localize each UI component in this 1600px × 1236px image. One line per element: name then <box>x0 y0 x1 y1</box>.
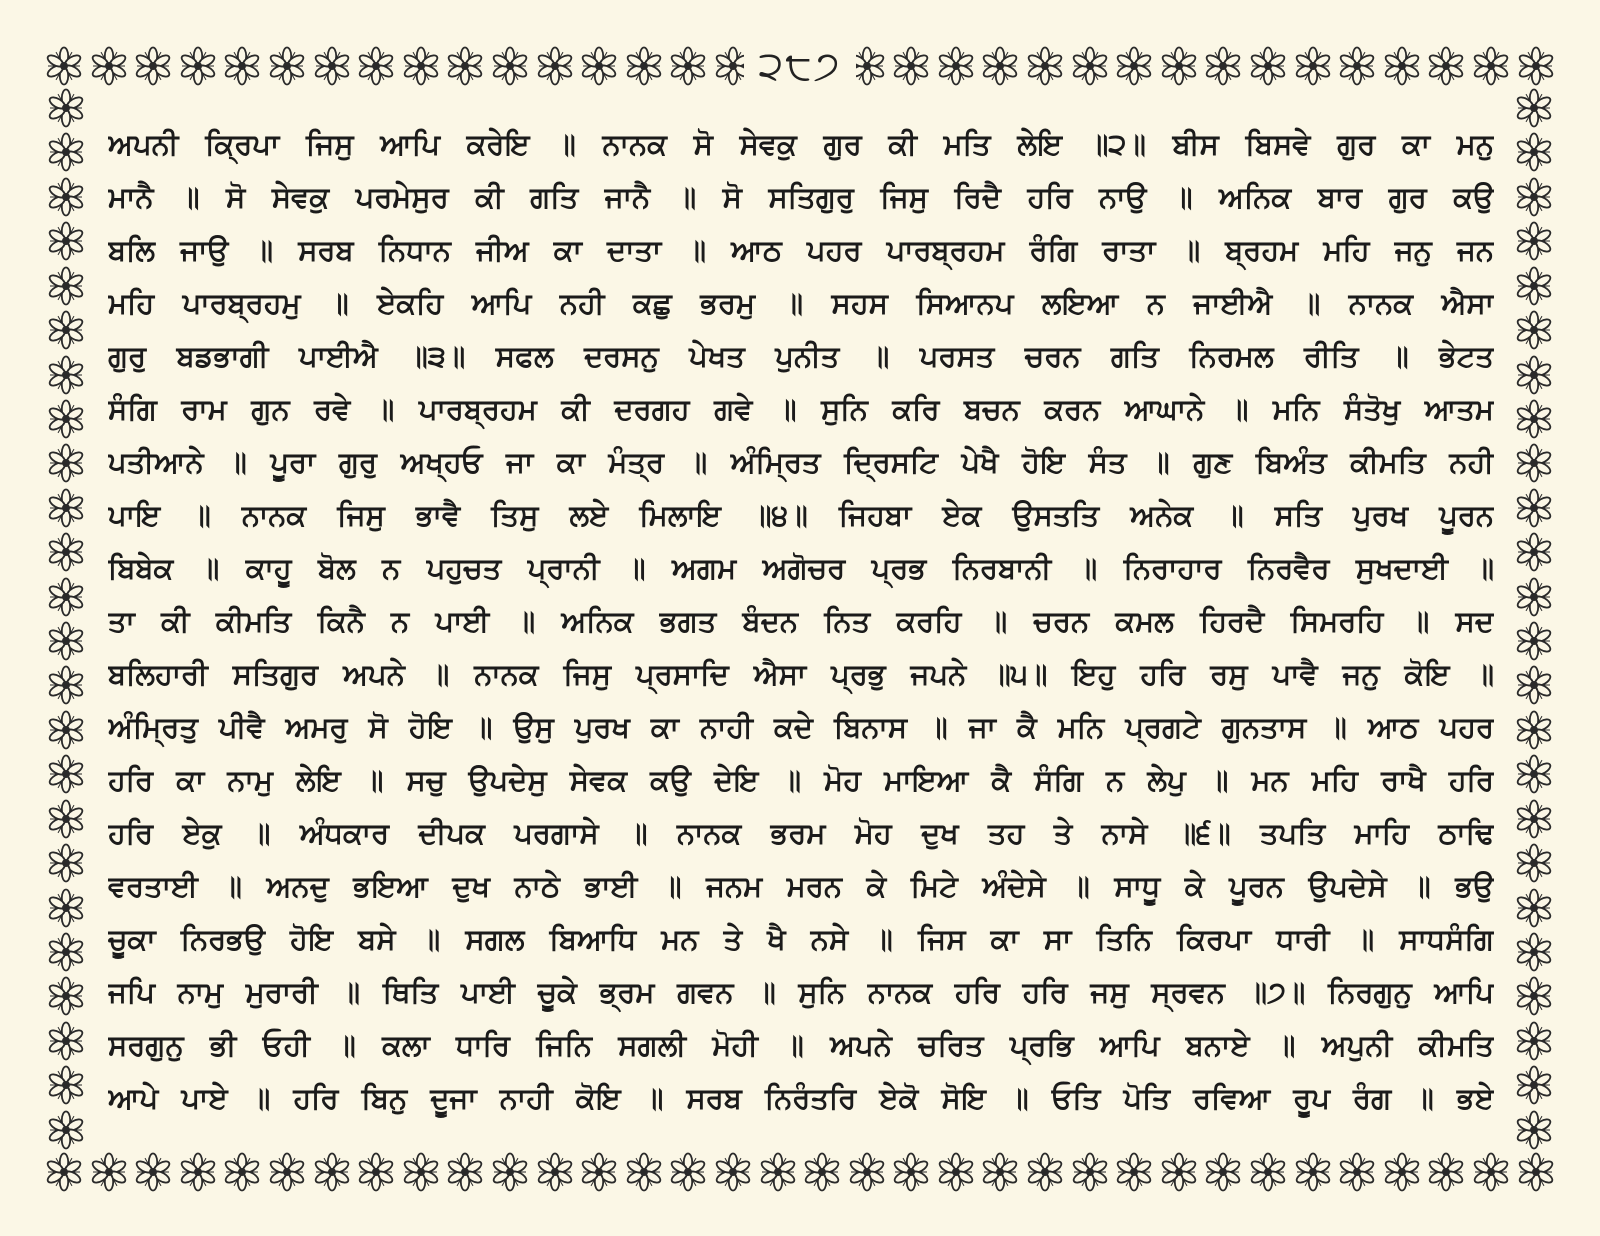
flower-ornament-icon <box>1426 46 1466 86</box>
flower-ornament-icon <box>980 46 1020 86</box>
text-line: ਬਲਿਹਾਰੀ ਸਤਿਗੁਰ ਅਪਨੇ ॥ ਨਾਨਕ ਜਿਸੁ ਪ੍ਰਸਾਦਿ ਐਸਾ ਪ੍ਰਭੁ ਜਪਨੇ ॥੫॥ ਇਹੁ ਹਰਿ ਰਸੁ ਪਾਵੈ ਜਨੁ ਕੋਇ ॥ <box>108 657 1494 691</box>
flower-ornament-icon <box>1516 1152 1556 1192</box>
flower-ornament-icon <box>624 1152 664 1192</box>
flower-ornament-icon <box>1159 46 1199 86</box>
text-line: ਪਤੀਆਨੇ ॥ ਪੂਰਾ ਗੁਰੁ ਅਖ੍ਹਓ ਜਾ ਕਾ ਮੰਤ੍ਰ ॥ ਅੰਮ੍ਰਿਤ ਦ੍ਰਿਸਟਿ ਪੇਖੈ ਹੋਇ ਸੰਤ ॥ ਗੁਣ ਬਿਅੰਤ ਕੀਮਤਿ ਨਹੀ <box>108 445 1494 479</box>
flower-ornament-icon <box>46 488 86 528</box>
text-line: ਪਾਇ ॥ ਨਾਨਕ ਜਿਸੁ ਭਾਵੈ ਤਿਸੁ ਲਏ ਮਿਲਾਇ ॥੪॥ ਜਿਹਬਾ ਏਕ ਉਸਤਤਿ ਅਨੇਕ ॥ ਸਤਿ ਪੁਰਖ ਪੂਰਨ <box>108 498 1494 532</box>
flower-ornament-icon <box>46 1065 86 1105</box>
flower-ornament-icon <box>802 1152 842 1192</box>
flower-ornament-icon <box>46 888 86 928</box>
flower-ornament-icon <box>1471 1152 1511 1192</box>
flower-ornament-icon <box>46 577 86 617</box>
border-bottom <box>44 1150 1556 1194</box>
flower-ornament-icon <box>1514 932 1554 972</box>
text-line: ਵਰਤਾਈ ॥ ਅਨਦੁ ਭਇਆ ਦੁਖ ਨਾਠੇ ਭਾਈ ॥ ਜਨਮ ਮਰਨ ਕੇ ਮਿਟੇ ਅੰਦੇਸੇ ॥ ਸਾਧੂ ਕੇ ਪੂਰਨ ਉਪਦੇਸੇ ॥ ਭਉ <box>108 869 1494 903</box>
flower-ornament-icon <box>46 1110 86 1150</box>
flower-ornament-icon <box>222 46 262 86</box>
flower-ornament-icon <box>1025 1152 1065 1192</box>
flower-ornament-icon <box>222 1152 262 1192</box>
text-line: ਸਰਗੁਨੁ ਭੀ ਓਹੀ ॥ ਕਲਾ ਧਾਰਿ ਜਿਨਿ ਸਗਲੀ ਮੋਹੀ ॥ ਅਪਨੇ ਚਰਿਤ ਪ੍ਰਭਿ ਆਪਿ ਬਨਾਏ ॥ ਅਪੁਨੀ ਕੀਮਤਿ <box>108 1028 1494 1062</box>
flower-ornament-icon <box>1203 46 1243 86</box>
flower-ornament-icon <box>1114 1152 1154 1192</box>
flower-ornament-icon <box>936 1152 976 1192</box>
flower-ornament-icon <box>1514 1110 1554 1150</box>
scripture-text <box>108 118 1494 1118</box>
flower-ornament-icon <box>1159 1152 1199 1192</box>
flower-ornament-icon <box>847 1152 887 1192</box>
flower-ornament-icon <box>1514 665 1554 705</box>
flower-ornament-icon <box>1514 888 1554 928</box>
flower-ornament-icon <box>46 754 86 794</box>
flower-ornament-icon <box>1514 88 1554 128</box>
flower-ornament-icon <box>445 46 485 86</box>
flower-ornament-icon <box>1337 46 1377 86</box>
text-line: ਮਾਨੈ ॥ ਸੋ ਸੇਵਕੁ ਪਰਮੇਸੁਰ ਕੀ ਗਤਿ ਜਾਨੈ ॥ ਸੋ ਸਤਿਗੁਰੁ ਜਿਸੁ ਰਿਦੈ ਹਰਿ ਨਾਉ ॥ ਅਨਿਕ ਬਾਰ ਗੁਰ ਕਉ <box>108 180 1494 214</box>
flower-ornament-icon <box>1514 976 1554 1016</box>
flower-ornament-icon <box>1293 46 1333 86</box>
flower-ornament-icon <box>579 46 619 86</box>
flower-ornament-icon <box>46 1021 86 1061</box>
text-line: ਮਹਿ ਪਾਰਬ੍ਰਹਮੁ ॥ ਏਕਹਿ ਆਪਿ ਨਹੀ ਕਛੁ ਭਰਮੁ ॥ ਸਹਸ ਸਿਆਨਪ ਲਇਆ ਨ ਜਾਈਐ ॥ ਨਾਨਕ ਐਸਾ <box>108 286 1494 320</box>
flower-ornament-icon <box>1514 266 1554 306</box>
flower-ornament-icon <box>46 266 86 306</box>
page-number: ੨੮੭ <box>744 42 856 90</box>
text-line: ਹਰਿ ਏਕੁ ॥ ਅੰਧਕਾਰ ਦੀਪਕ ਪਰਗਾਸੇ ॥ ਨਾਨਕ ਭਰਮ ਮੋਹ ਦੁਖ ਤਹ ਤੇ ਨਾਸੇ ॥੬॥ ਤਪਤਿ ਮਾਹਿ ਠਾਢਿ <box>108 816 1494 850</box>
flower-ornament-icon <box>1514 1065 1554 1105</box>
flower-ornament-icon <box>1514 221 1554 261</box>
flower-ornament-icon <box>46 399 86 439</box>
flower-ornament-icon <box>490 46 530 86</box>
flower-ornament-icon <box>1514 621 1554 661</box>
text-line: ਬਲਿ ਜਾਉ ॥ ਸਰਬ ਨਿਧਾਨ ਜੀਅ ਕਾ ਦਾਤਾ ॥ ਆਠ ਪਹਰ ਪਾਰਬ੍ਰਹਮ ਰੰਗਿ ਰਾਤਾ ॥ ਬ੍ਰਹਮ ਮਹਿ ਜਨੁ ਜਨ <box>108 233 1494 267</box>
flower-ornament-icon <box>46 710 86 750</box>
flower-ornament-icon <box>46 88 86 128</box>
flower-ornament-icon <box>178 46 218 86</box>
flower-ornament-icon <box>1025 46 1065 86</box>
flower-ornament-icon <box>356 1152 396 1192</box>
flower-ornament-icon <box>1203 1152 1243 1192</box>
flower-ornament-icon <box>44 1152 84 1192</box>
text-line: ਆਪੇ ਪਾਏ ॥ ਹਰਿ ਬਿਨੁ ਦੂਜਾ ਨਾਹੀ ਕੋਇ ॥ ਸਰਬ ਨਿਰੰਤਰਿ ਏਕੋ ਸੋਇ ॥ ਓਤਿ ਪੋਤਿ ਰਵਿਆ ਰੂਪ ਰੰਗ ॥ ਭਏ <box>108 1081 1494 1115</box>
flower-ornament-icon <box>579 1152 619 1192</box>
flower-ornament-icon <box>267 1152 307 1192</box>
flower-ornament-icon <box>535 46 575 86</box>
flower-ornament-icon <box>1382 46 1422 86</box>
flower-ornament-icon <box>445 1152 485 1192</box>
flower-ornament-icon <box>535 1152 575 1192</box>
flower-ornament-icon <box>891 46 931 86</box>
flower-ornament-icon <box>1514 177 1554 217</box>
flower-ornament-icon <box>46 976 86 1016</box>
flower-ornament-icon <box>1516 46 1556 86</box>
flower-ornament-icon <box>1514 443 1554 483</box>
flower-ornament-icon <box>1514 399 1554 439</box>
text-line: ਬਿਬੇਕ ॥ ਕਾਹੂ ਬੋਲ ਨ ਪਹੁਚਤ ਪ੍ਰਾਨੀ ॥ ਅਗਮ ਅਗੋਚਰ ਪ੍ਰਭ ਨਿਰਬਾਨੀ ॥ ਨਿਰਾਹਾਰ ਨਿਰਵੈਰ ਸੁਖਦਾਈ ॥ <box>108 551 1494 585</box>
flower-ornament-icon <box>46 310 86 350</box>
flower-ornament-icon <box>46 665 86 705</box>
text-line: ਤਾ ਕੀ ਕੀਮਤਿ ਕਿਨੈ ਨ ਪਾਈ ॥ ਅਨਿਕ ਭਗਤ ਬੰਦਨ ਨਿਤ ਕਰਹਿ ॥ ਚਰਨ ਕਮਲ ਹਿਰਦੈ ਸਿਮਰਹਿ ॥ ਸਦ <box>108 604 1494 638</box>
flower-ornament-icon <box>1248 1152 1288 1192</box>
flower-ornament-icon <box>46 443 86 483</box>
border-right <box>1512 88 1556 1150</box>
flower-ornament-icon <box>1514 843 1554 883</box>
flower-ornament-icon <box>356 46 396 86</box>
flower-ornament-icon <box>89 46 129 86</box>
flower-ornament-icon <box>401 1152 441 1192</box>
flower-ornament-icon <box>668 1152 708 1192</box>
flower-ornament-icon <box>1514 132 1554 172</box>
flower-ornament-icon <box>713 1152 753 1192</box>
flower-ornament-icon <box>312 1152 352 1192</box>
flower-ornament-icon <box>1514 799 1554 839</box>
flower-ornament-icon <box>46 132 86 172</box>
text-line: ਹਰਿ ਕਾ ਨਾਮੁ ਲੇਇ ॥ ਸਚੁ ਉਪਦੇਸੁ ਸੇਵਕ ਕਉ ਦੇਇ ॥ ਮੋਹ ਮਾਇਆ ਕੈ ਸੰਗਿ ਨ ਲੇਪੁ ॥ ਮਨ ਮਹਿ ਰਾਖੈ ਹਰਿ <box>108 763 1494 797</box>
flower-ornament-icon <box>668 46 708 86</box>
text-line: ਚੂਕਾ ਨਿਰਭਉ ਹੋਇ ਬਸੇ ॥ ਸਗਲ ਬਿਆਧਿ ਮਨ ਤੇ ਖੈ ਨਸੇ ॥ ਜਿਸ ਕਾ ਸਾ ਤਿਨਿ ਕਿਰਪਾ ਧਾਰੀ ॥ ਸਾਧਸੰਗਿ <box>108 922 1494 956</box>
flower-ornament-icon <box>758 1152 798 1192</box>
flower-ornament-icon <box>44 46 84 86</box>
text-line: ਜਪਿ ਨਾਮੁ ਮੁਰਾਰੀ ॥ ਥਿਤਿ ਪਾਈ ਚੂਕੇ ਭ੍ਰਮ ਗਵਨ ॥ ਸੁਨਿ ਨਾਨਕ ਹਰਿ ਹਰਿ ਜਸੁ ਸ੍ਰਵਨ ॥੭॥ ਨਿਰਗੁਨੁ ਆਪਿ <box>108 975 1494 1009</box>
flower-ornament-icon <box>46 177 86 217</box>
flower-ornament-icon <box>46 221 86 261</box>
flower-ornament-icon <box>1514 488 1554 528</box>
flower-ornament-icon <box>1471 46 1511 86</box>
flower-ornament-icon <box>1070 1152 1110 1192</box>
flower-ornament-icon <box>1514 1021 1554 1061</box>
flower-ornament-icon <box>401 46 441 86</box>
flower-ornament-icon <box>89 1152 129 1192</box>
flower-ornament-icon <box>1337 1152 1377 1192</box>
flower-ornament-icon <box>1514 754 1554 794</box>
flower-ornament-icon <box>490 1152 530 1192</box>
border-left <box>44 88 88 1150</box>
flower-ornament-icon <box>1514 355 1554 395</box>
flower-ornament-icon <box>624 46 664 86</box>
flower-ornament-icon <box>178 1152 218 1192</box>
flower-ornament-icon <box>1426 1152 1466 1192</box>
flower-ornament-icon <box>1382 1152 1422 1192</box>
flower-ornament-icon <box>936 46 976 86</box>
text-line: ਗੁਰੁ ਬਡਭਾਗੀ ਪਾਈਐ ॥੩॥ ਸਫਲ ਦਰਸਨੁ ਪੇਖਤ ਪੁਨੀਤ ॥ ਪਰਸਤ ਚਰਨ ਗਤਿ ਨਿਰਮਲ ਰੀਤਿ ॥ ਭੇਟਤ <box>108 339 1494 373</box>
text-line: ਅੰਮ੍ਰਿਤੁ ਪੀਵੈ ਅਮਰੁ ਸੋ ਹੋਇ ॥ ਉਸੁ ਪੁਰਖ ਕਾ ਨਾਹੀ ਕਦੇ ਬਿਨਾਸ ॥ ਜਾ ਕੈ ਮਨਿ ਪ੍ਰਗਟੇ ਗੁਨਤਾਸ ॥ ਆਠ ਪਹਰ <box>108 710 1494 744</box>
flower-ornament-icon <box>46 932 86 972</box>
flower-ornament-icon <box>46 843 86 883</box>
flower-ornament-icon <box>891 1152 931 1192</box>
flower-ornament-icon <box>980 1152 1020 1192</box>
flower-ornament-icon <box>1514 577 1554 617</box>
flower-ornament-icon <box>312 46 352 86</box>
flower-ornament-icon <box>1514 710 1554 750</box>
flower-ornament-icon <box>1248 46 1288 86</box>
flower-ornament-icon <box>1514 310 1554 350</box>
flower-ornament-icon <box>1114 46 1154 86</box>
flower-ornament-icon <box>46 621 86 661</box>
flower-ornament-icon <box>267 46 307 86</box>
flower-ornament-icon <box>1070 46 1110 86</box>
flower-ornament-icon <box>46 532 86 572</box>
text-line: ਅਪਨੀ ਕ੍ਰਿਪਾ ਜਿਸੁ ਆਪਿ ਕਰੇਇ ॥ ਨਾਨਕ ਸੋ ਸੇਵਕੁ ਗੁਰ ਕੀ ਮਤਿ ਲੇਇ ॥੨॥ ਬੀਸ ਬਿਸਵੇ ਗੁਰ ਕਾ ਮਨੁ <box>108 127 1494 161</box>
text-line: ਸੰਗਿ ਰਾਮ ਗੁਨ ਰਵੇ ॥ ਪਾਰਬ੍ਰਹਮ ਕੀ ਦਰਗਹ ਗਵੇ ॥ ਸੁਨਿ ਕਰਿ ਬਚਨ ਕਰਨ ਆਘਾਨੇ ॥ ਮਨਿ ਸੰਤੋਖੁ ਆਤਮ <box>108 392 1494 426</box>
flower-ornament-icon <box>1514 532 1554 572</box>
flower-ornament-icon <box>133 1152 173 1192</box>
flower-ornament-icon <box>46 355 86 395</box>
flower-ornament-icon <box>46 799 86 839</box>
flower-ornament-icon <box>1293 1152 1333 1192</box>
flower-ornament-icon <box>133 46 173 86</box>
